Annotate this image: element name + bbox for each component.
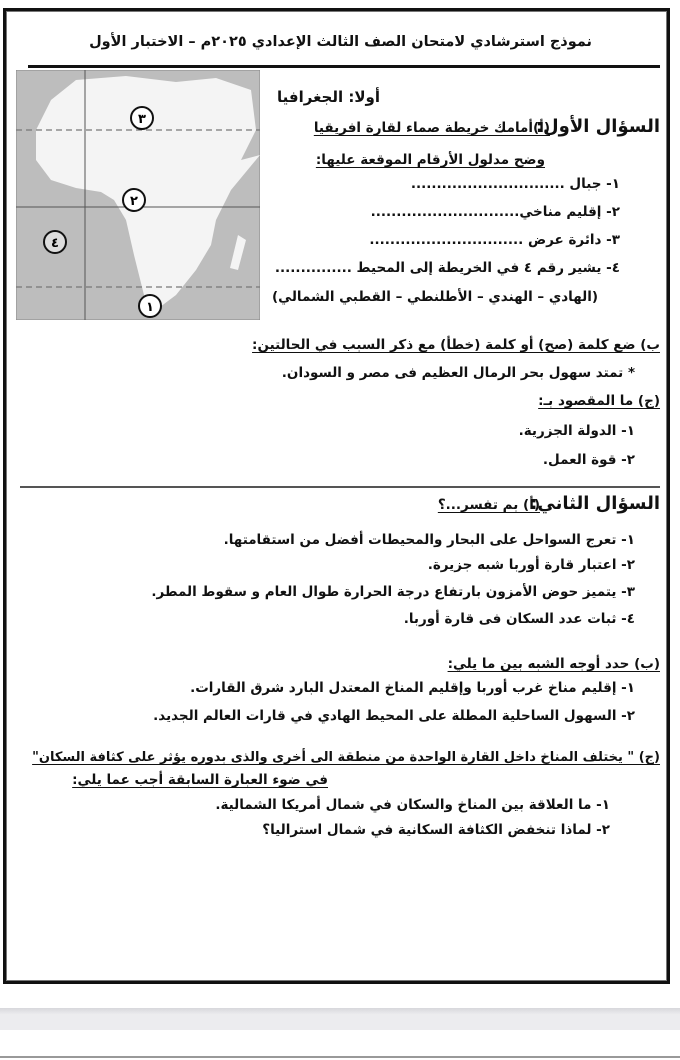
q2-c-item: ١- ما العلاقة بين المناخ والسكان في شمال أمريكا الشمالية. — [215, 797, 610, 813]
page-separator-bar — [0, 1008, 680, 1030]
svg-text:٢: ٢ — [130, 194, 138, 209]
exam-title: نموذج استرشادي لامتحان الصف الثالث الإعدادي ٢٠٢٥م – الاختبار الأول — [89, 34, 592, 50]
section-heading: أولا: الجغرافيا — [277, 88, 380, 106]
map-label-2 — [123, 189, 145, 211]
q2-c-prompt: (ج) " يختلف المناخ داخل القارة الواحدة من منطقة الى أخرى والذى بدوره يؤثر على كثافة السكان" — [32, 750, 660, 765]
q2-a-prompt: (أ) بم تفسر...؟ — [437, 497, 540, 513]
q2-a-item: ٤- ثبات عدد السكان فى قارة أوربا. — [403, 611, 635, 627]
section-divider — [20, 486, 660, 488]
q2-b-item: ١- إقليم مناخ غرب أوربا وإقليم المناخ المعتدل البارد شرق القارات. — [190, 680, 635, 696]
title-divider — [28, 65, 660, 68]
q2-a-item: ٢- اعتبار قارة أوربا شبه جزيرة. — [427, 557, 635, 573]
q1-b-item: * تمتد سهول بحر الرمال العظيم فى مصر و السودان. — [281, 365, 635, 381]
next-page-edge — [0, 1056, 680, 1058]
q1-c-prompt: (ج) ما المقصود بـ: — [538, 393, 660, 409]
q2-a-item: ٣- يتميز حوض الأمزون بارتفاع درجة الحرارة طوال العام و سقوط المطر. — [151, 584, 635, 600]
q2-b-item: ٢- السهول الساحلية المطلة على المحيط الهادي في قارات العالم الجديد. — [153, 708, 635, 724]
q2-c-item: ٢- لماذا تنخفض الكثافة السكانية في شمال استراليا؟ — [262, 822, 610, 838]
q1-a-item: ١- جبال .............................. — [410, 176, 620, 192]
q1-label: السؤال الأول: — [535, 116, 660, 137]
q2-a-item: ١- تعرج السواحل على البحار والمحيطات أفضل من استقامتها. — [223, 532, 635, 548]
q1-c-item: ٢- قوة العمل. — [542, 452, 635, 468]
map-label-1 — [139, 295, 161, 317]
q1-b-prompt: ب) ضع كلمة (صح) أو كلمة (خطأ) مع ذكر السبب في الحالتين: — [252, 337, 660, 353]
q1-a-item: ٣- دائرة عرض .............................. — [369, 232, 620, 248]
q1-a-prompt: (أ)أمامك خريطة صماء لقارة افريقيا — [313, 120, 550, 136]
q1-c-item: ١- الدولة الجزرية. — [518, 423, 635, 439]
africa-blank-map — [16, 70, 260, 320]
svg-text:٣: ٣ — [138, 112, 146, 127]
q1-a-instruction: وضح مدلول الأرقام الموقعة عليها: — [315, 152, 545, 168]
q1-a-options: (الهادي – الهندي – الأطلنطي – القطبي الشمالي) — [272, 289, 598, 305]
map-label-4 — [44, 231, 66, 253]
q2-label: السؤال الثاني: — [530, 493, 660, 514]
q2-b-prompt: (ب) حدد أوجه الشبه بين ما يلي: — [447, 656, 660, 672]
map-label-3 — [131, 107, 153, 129]
svg-text:٤: ٤ — [51, 236, 59, 251]
svg-text:١: ١ — [146, 300, 154, 315]
q1-a-item: ٢- إقليم مناخي............................. — [370, 204, 620, 220]
q2-c-prompt-continued: في ضوء العبارة السابقة أجب عما يلي: — [72, 772, 328, 788]
q1-a-item: ٤- يشير رقم ٤ في الخريطة إلى المحيط ............... — [274, 260, 620, 276]
